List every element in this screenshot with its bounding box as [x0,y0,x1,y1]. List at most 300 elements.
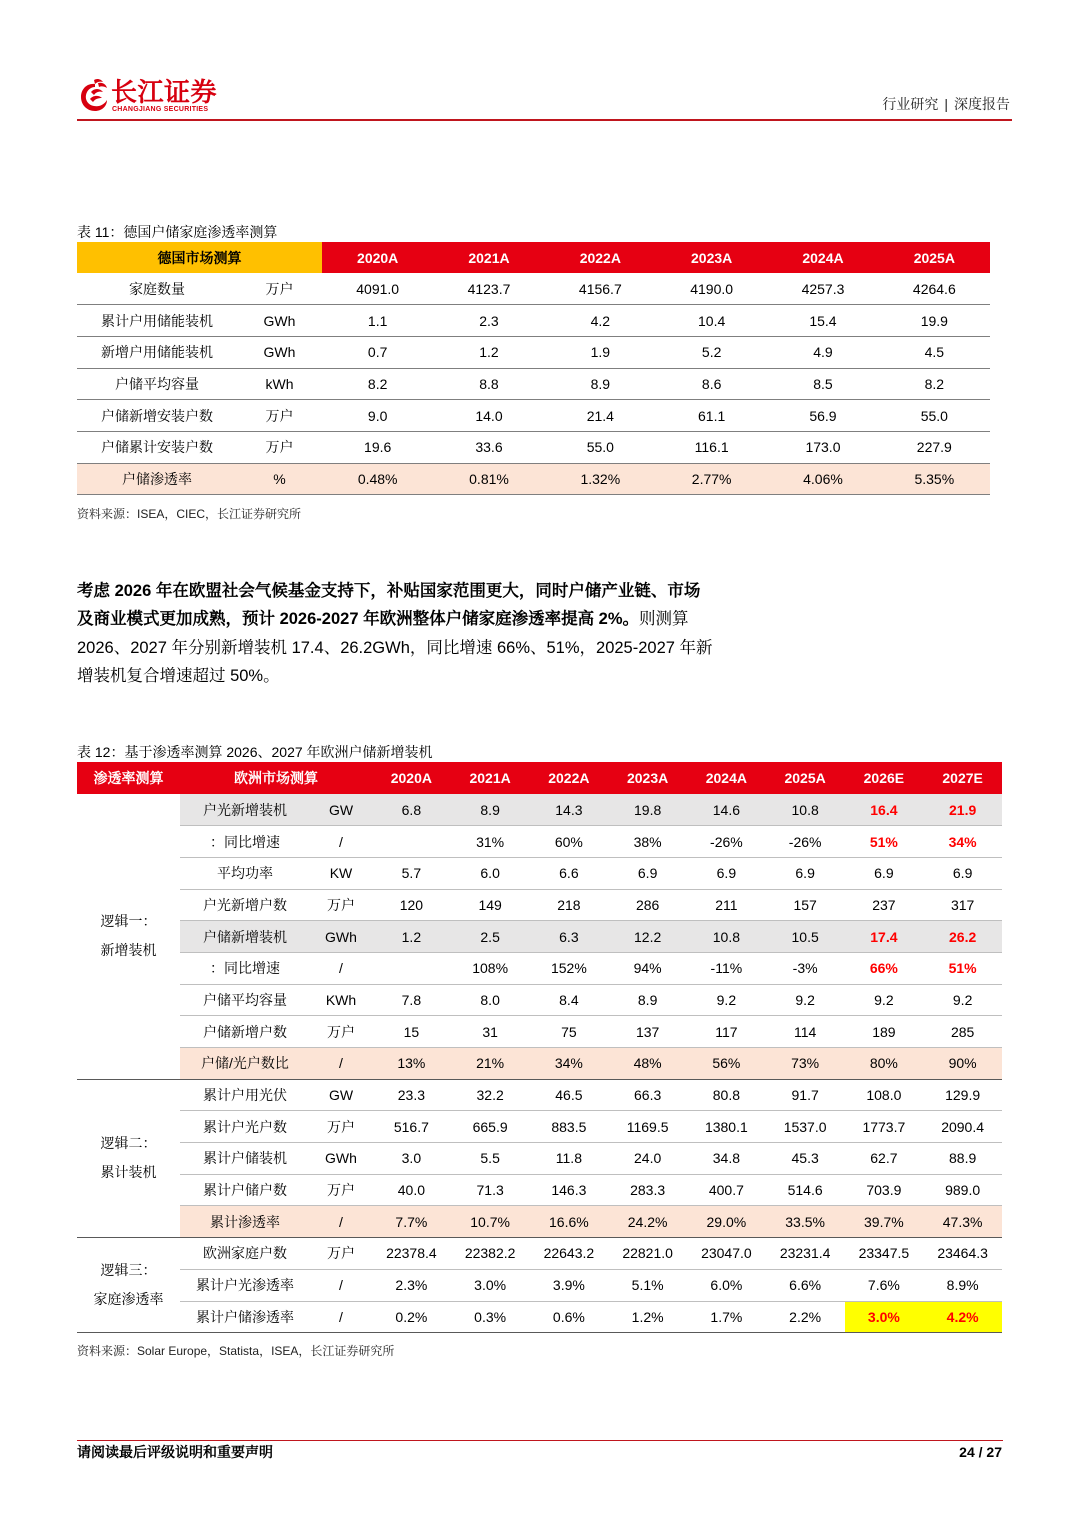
value-cell: 8.8 [433,368,544,400]
row-label: 累计户光渗透率 [180,1269,310,1301]
value-cell: 1.7% [687,1301,766,1333]
unit-cell: kWh [237,368,322,400]
value-cell: 7.6% [845,1269,924,1301]
value-cell: 66.3 [608,1079,687,1111]
value-cell: 157 [766,889,845,921]
value-cell: 8.6 [656,368,767,400]
value-cell: 152% [530,952,609,984]
value-cell: 0.2% [372,1301,451,1333]
table12-row [77,889,1002,921]
unit-cell: 万户 [310,1016,372,1048]
value-cell: 14.0 [433,400,544,432]
value-cell: 23464.3 [923,1238,1002,1270]
year-header: 2023A [608,762,687,794]
table12-row [77,857,1002,889]
unit-cell: 万户 [237,431,322,463]
table12-market-header: 欧洲市场测算 [180,762,372,794]
group-label-subtitle: 新增装机 [100,942,157,959]
value-cell: 5.35% [879,463,990,495]
row-label: 户储平均容量 [180,984,310,1016]
value-cell: 514.6 [766,1174,845,1206]
value-cell: 16.4 [845,794,924,826]
value-cell: 1773.7 [845,1111,924,1143]
value-cell: 38% [608,826,687,858]
value-cell: -26% [766,826,845,858]
category-label: 行业研究 [882,96,939,112]
value-cell: 31 [451,1016,530,1048]
value-cell: 146.3 [530,1174,609,1206]
value-cell: -26% [687,826,766,858]
value-cell: 88.9 [923,1143,1002,1175]
value-cell: 108.0 [845,1079,924,1111]
value-cell: 75 [530,1016,609,1048]
value-cell: 21% [451,1048,530,1080]
value-cell: 51% [845,826,924,858]
year-header: 2022A [530,762,609,794]
year-header: 2022A [545,242,656,273]
unit-cell: 万户 [237,273,322,305]
value-cell: 3.0% [845,1301,924,1333]
page-number: 24 / 27 [959,1444,1002,1460]
value-cell: 80% [845,1048,924,1080]
year-header: 2020A [372,762,451,794]
value-cell: 48% [608,1048,687,1080]
table12-row [77,1269,1002,1301]
year-header: 2021A [451,762,530,794]
row-label: ：同比增速 [180,952,310,984]
unit-cell: / [310,952,372,984]
value-cell: 237 [845,889,924,921]
value-cell: 19.8 [608,794,687,826]
value-cell: 45.3 [766,1143,845,1175]
value-cell: 2.5 [451,921,530,953]
value-cell: 8.9 [451,794,530,826]
table11-row [77,368,990,400]
table12-row [77,794,1002,826]
value-cell: 80.8 [687,1079,766,1111]
value-cell: 8.5 [767,368,878,400]
value-cell: 22382.2 [451,1238,530,1270]
unit-cell: % [237,463,322,495]
row-label: 累计户储装机 [180,1143,310,1175]
value-cell: 218 [530,889,609,921]
value-cell: 137 [608,1016,687,1048]
unit-cell: / [310,1048,372,1080]
unit-cell: 万户 [237,400,322,432]
value-cell: 33.6 [433,431,544,463]
table12-row [77,1048,1002,1080]
value-cell: 22643.2 [530,1238,609,1270]
value-cell: 1.32% [545,463,656,495]
group-label-title: 逻辑一： [100,913,157,930]
value-cell: 0.6% [530,1301,609,1333]
table12-row [77,1079,1002,1111]
group-label [77,794,180,1079]
value-cell: 129.9 [923,1079,1002,1111]
row-label: 户光新增户数 [180,889,310,921]
year-header: 2025A [766,762,845,794]
unit-cell: / [310,1269,372,1301]
unit-cell: / [310,1206,372,1238]
paragraph-line-2 [77,605,713,633]
value-cell: 6.3 [530,921,609,953]
table11-row [77,305,990,337]
year-header: 2027E [923,762,1002,794]
group-label-subtitle: 累计装机 [100,1164,157,1181]
table12-row [77,1238,1002,1270]
value-cell: 1169.5 [608,1111,687,1143]
value-cell: 108% [451,952,530,984]
value-cell: 13% [372,1048,451,1080]
phoenix-logo-icon [78,78,110,114]
value-cell: 8.4 [530,984,609,1016]
value-cell: 23347.5 [845,1238,924,1270]
value-cell: 10.4 [656,305,767,337]
table12-row [77,1143,1002,1175]
value-cell: 1.2 [433,336,544,368]
group-label-title: 逻辑三： [100,1262,157,1279]
value-cell: 9.2 [923,984,1002,1016]
value-cell: 6.0 [451,857,530,889]
year-header: 2021A [433,242,544,273]
body-paragraph [77,577,713,690]
table12-row [77,921,1002,953]
value-cell: 4156.7 [545,273,656,305]
value-cell: 1537.0 [766,1111,845,1143]
value-cell: 55.0 [545,431,656,463]
value-cell: 10.5 [766,921,845,953]
table12-row [77,984,1002,1016]
value-cell: 9.2 [687,984,766,1016]
table12-source: 资料来源：Solar Europe，Statista，ISEA，长江证券研究所 [77,1344,395,1358]
value-cell: 8.2 [879,368,990,400]
unit-cell: 万户 [310,1238,372,1270]
row-label: 户储平均容量 [77,368,237,400]
value-cell: 5.5 [451,1143,530,1175]
table12-row [77,1301,1002,1333]
value-cell: 6.6% [766,1269,845,1301]
year-header: 2026E [845,762,924,794]
value-cell: 227.9 [879,431,990,463]
row-label: 户储新增装机 [180,921,310,953]
unit-cell: 万户 [310,1174,372,1206]
value-cell: 516.7 [372,1111,451,1143]
unit-cell: / [310,1301,372,1333]
paragraph-line-3: 2026、2027 年分别新增装机 17.4、26.2GWh，同比增速 66%、51%，2025-2027 年新 [77,638,713,657]
value-cell: 4.2 [545,305,656,337]
value-cell: 32.2 [451,1079,530,1111]
table12-row [77,1016,1002,1048]
row-label: ：同比增速 [180,826,310,858]
value-cell: 39.7% [845,1206,924,1238]
value-cell: 73% [766,1048,845,1080]
value-cell: 24.2% [608,1206,687,1238]
value-cell: 10.7% [451,1206,530,1238]
value-cell: 1.1 [322,305,433,337]
value-cell: 285 [923,1016,1002,1048]
value-cell: 55.0 [879,400,990,432]
footer-disclaimer: 请阅读最后评级说明和重要声明 [77,1444,273,1460]
table12-caption: 表 12：基于渗透率测算 2026、2027 年欧洲户储新增装机 [77,744,433,760]
value-cell: 6.6 [530,857,609,889]
row-label: 累计户用光伏 [180,1079,310,1111]
value-cell: 117 [687,1016,766,1048]
row-label: 累计户光户数 [180,1111,310,1143]
value-cell: 40.0 [372,1174,451,1206]
table12-row [77,1174,1002,1206]
row-label: 户储累计安装户数 [77,431,237,463]
value-cell: 3.0 [372,1143,451,1175]
value-cell: 17.4 [845,921,924,953]
row-label: 平均功率 [180,857,310,889]
paragraph-line-4: 增装机复合增速超过 50%。 [77,666,280,685]
paragraph-line-2-normal: 则测算 [639,610,689,629]
value-cell: 2.3% [372,1269,451,1301]
value-cell: 6.9 [923,857,1002,889]
value-cell: 14.3 [530,794,609,826]
value-cell: 26.2 [923,921,1002,953]
group-label [77,1238,180,1333]
value-cell: 21.9 [923,794,1002,826]
table11-caption: 表 11：德国户储家庭渗透率测算 [77,224,278,240]
value-cell: 51% [923,952,1002,984]
value-cell: 56.9 [767,400,878,432]
value-cell: 34.8 [687,1143,766,1175]
year-header: 2025A [879,242,990,273]
value-cell: 33.5% [766,1206,845,1238]
row-label: 户储新增安装户数 [77,400,237,432]
value-cell [372,952,451,984]
row-label: 户储新增户数 [180,1016,310,1048]
table11-row [77,431,990,463]
value-cell: 400.7 [687,1174,766,1206]
value-cell: 15 [372,1016,451,1048]
row-label: 户光新增装机 [180,794,310,826]
value-cell: 22378.4 [372,1238,451,1270]
value-cell: 0.48% [322,463,433,495]
table11-row [77,463,990,495]
row-label: 累计户储户数 [180,1174,310,1206]
value-cell: 8.9 [608,984,687,1016]
value-cell: 989.0 [923,1174,1002,1206]
value-cell: 4.9 [767,336,878,368]
value-cell: 2.3 [433,305,544,337]
value-cell: 23231.4 [766,1238,845,1270]
value-cell: 11.8 [530,1143,609,1175]
value-cell: 34% [530,1048,609,1080]
value-cell: 21.4 [545,400,656,432]
unit-cell: GWh [237,305,322,337]
table12-corner-header: 渗透率测算 [77,762,180,794]
unit-cell: KWh [310,984,372,1016]
value-cell: 91.7 [766,1079,845,1111]
value-cell: 0.7 [322,336,433,368]
paragraph-line-2-bold: 及商业模式更加成熟，预计 2026-2027 年欧洲整体户储家庭渗透率提高 2%。 [77,610,640,629]
value-cell: 8.0 [451,984,530,1016]
value-cell: 665.9 [451,1111,530,1143]
value-cell: 5.1% [608,1269,687,1301]
value-cell: 15.4 [767,305,878,337]
group-label-subtitle: 家庭渗透率 [93,1291,164,1308]
unit-cell: 万户 [310,889,372,921]
value-cell: 8.9 [545,368,656,400]
value-cell: 71.3 [451,1174,530,1206]
table-11 [77,242,990,495]
value-cell: 1.2 [372,921,451,953]
value-cell: 3.9% [530,1269,609,1301]
value-cell: 1380.1 [687,1111,766,1143]
unit-cell: GWh [310,1143,372,1175]
report-category [882,95,1010,113]
value-cell: 16.6% [530,1206,609,1238]
group-label [77,1079,180,1237]
value-cell: 4.2% [923,1301,1002,1333]
value-cell: 2090.4 [923,1111,1002,1143]
value-cell: 12.2 [608,921,687,953]
value-cell: 4123.7 [433,273,544,305]
unit-cell: GWh [237,336,322,368]
value-cell: 283.3 [608,1174,687,1206]
value-cell: 19.6 [322,431,433,463]
unit-cell: 万户 [310,1111,372,1143]
value-cell: 94% [608,952,687,984]
value-cell: 90% [923,1048,1002,1080]
table12-body [77,794,1002,1333]
table12-row [77,952,1002,984]
value-cell: 62.7 [845,1143,924,1175]
value-cell: 24.0 [608,1143,687,1175]
value-cell: 0.81% [433,463,544,495]
value-cell: 883.5 [530,1111,609,1143]
value-cell: 4091.0 [322,273,433,305]
value-cell: 3.0% [451,1269,530,1301]
value-cell: 1.2% [608,1301,687,1333]
row-label: 家庭数量 [77,273,237,305]
value-cell: 6.9 [687,857,766,889]
value-cell: 2.2% [766,1301,845,1333]
value-cell: 1.9 [545,336,656,368]
value-cell: 149 [451,889,530,921]
value-cell: 0.3% [451,1301,530,1333]
row-label: 欧洲家庭户数 [180,1238,310,1270]
value-cell: 317 [923,889,1002,921]
value-cell: 7.8 [372,984,451,1016]
value-cell: 31% [451,826,530,858]
value-cell: -3% [766,952,845,984]
table11-header-row [77,242,990,273]
row-label: 累计渗透率 [180,1206,310,1238]
table-12 [77,762,1002,1333]
value-cell: 6.8 [372,794,451,826]
value-cell [372,826,451,858]
value-cell: 8.9% [923,1269,1002,1301]
year-header: 2024A [767,242,878,273]
table12-row [77,826,1002,858]
value-cell: 211 [687,889,766,921]
report-type-label: 深度报告 [954,96,1010,112]
value-cell: 4264.6 [879,273,990,305]
row-label: 新增户用储能装机 [77,336,237,368]
value-cell: 286 [608,889,687,921]
value-cell: 4.06% [767,463,878,495]
value-cell: 6.9 [766,857,845,889]
unit-cell: GW [310,794,372,826]
value-cell: 34% [923,826,1002,858]
row-label: 户储渗透率 [77,463,237,495]
year-header: 2024A [687,762,766,794]
row-label: 累计户储渗透率 [180,1301,310,1333]
value-cell: 9.2 [845,984,924,1016]
value-cell: 46.5 [530,1079,609,1111]
value-cell: 14.6 [687,794,766,826]
value-cell: 8.2 [322,368,433,400]
group-label-title: 逻辑二： [100,1135,157,1152]
value-cell: 23047.0 [687,1238,766,1270]
logo-name-cn: 长江证券 [111,77,218,107]
value-cell: 29.0% [687,1206,766,1238]
header-rule [77,119,1012,121]
row-label: 户储/光户数比 [180,1048,310,1080]
table12-row [77,1206,1002,1238]
value-cell: 23.3 [372,1079,451,1111]
value-cell: 116.1 [656,431,767,463]
value-cell: 9.0 [322,400,433,432]
value-cell: 10.8 [687,921,766,953]
value-cell: 61.1 [656,400,767,432]
value-cell: 47.3% [923,1206,1002,1238]
value-cell: 6.9 [608,857,687,889]
unit-cell: / [310,826,372,858]
value-cell: 120 [372,889,451,921]
value-cell: -11% [687,952,766,984]
year-header: 2020A [322,242,433,273]
value-cell: 7.7% [372,1206,451,1238]
value-cell: 19.9 [879,305,990,337]
table12-row [77,1111,1002,1143]
value-cell: 10.8 [766,794,845,826]
value-cell: 9.2 [766,984,845,1016]
value-cell: 6.0% [687,1269,766,1301]
value-cell: 189 [845,1016,924,1048]
value-cell: 703.9 [845,1174,924,1206]
value-cell: 60% [530,826,609,858]
value-cell: 2.77% [656,463,767,495]
value-cell: 56% [687,1048,766,1080]
company-logo [78,76,228,116]
table11-row [77,336,990,368]
unit-cell: GW [310,1079,372,1111]
year-header: 2023A [656,242,767,273]
value-cell: 5.7 [372,857,451,889]
table11-source: 资料来源：ISEA，CIEC，长江证券研究所 [77,507,302,521]
table11-row [77,273,990,305]
unit-cell: KW [310,857,372,889]
row-label: 累计户用储能装机 [77,305,237,337]
value-cell: 22821.0 [608,1238,687,1270]
value-cell: 66% [845,952,924,984]
value-cell: 114 [766,1016,845,1048]
footer-rule [77,1440,1003,1441]
table11-row [77,400,990,432]
category-divider: | [944,96,948,112]
table11-corner-header: 德国市场测算 [77,242,322,273]
table11-body [77,273,990,495]
value-cell: 6.9 [845,857,924,889]
value-cell: 4.5 [879,336,990,368]
value-cell: 173.0 [767,431,878,463]
unit-cell: GWh [310,921,372,953]
logo-name-en: CHANGJIANG SECURITIES [112,106,209,113]
